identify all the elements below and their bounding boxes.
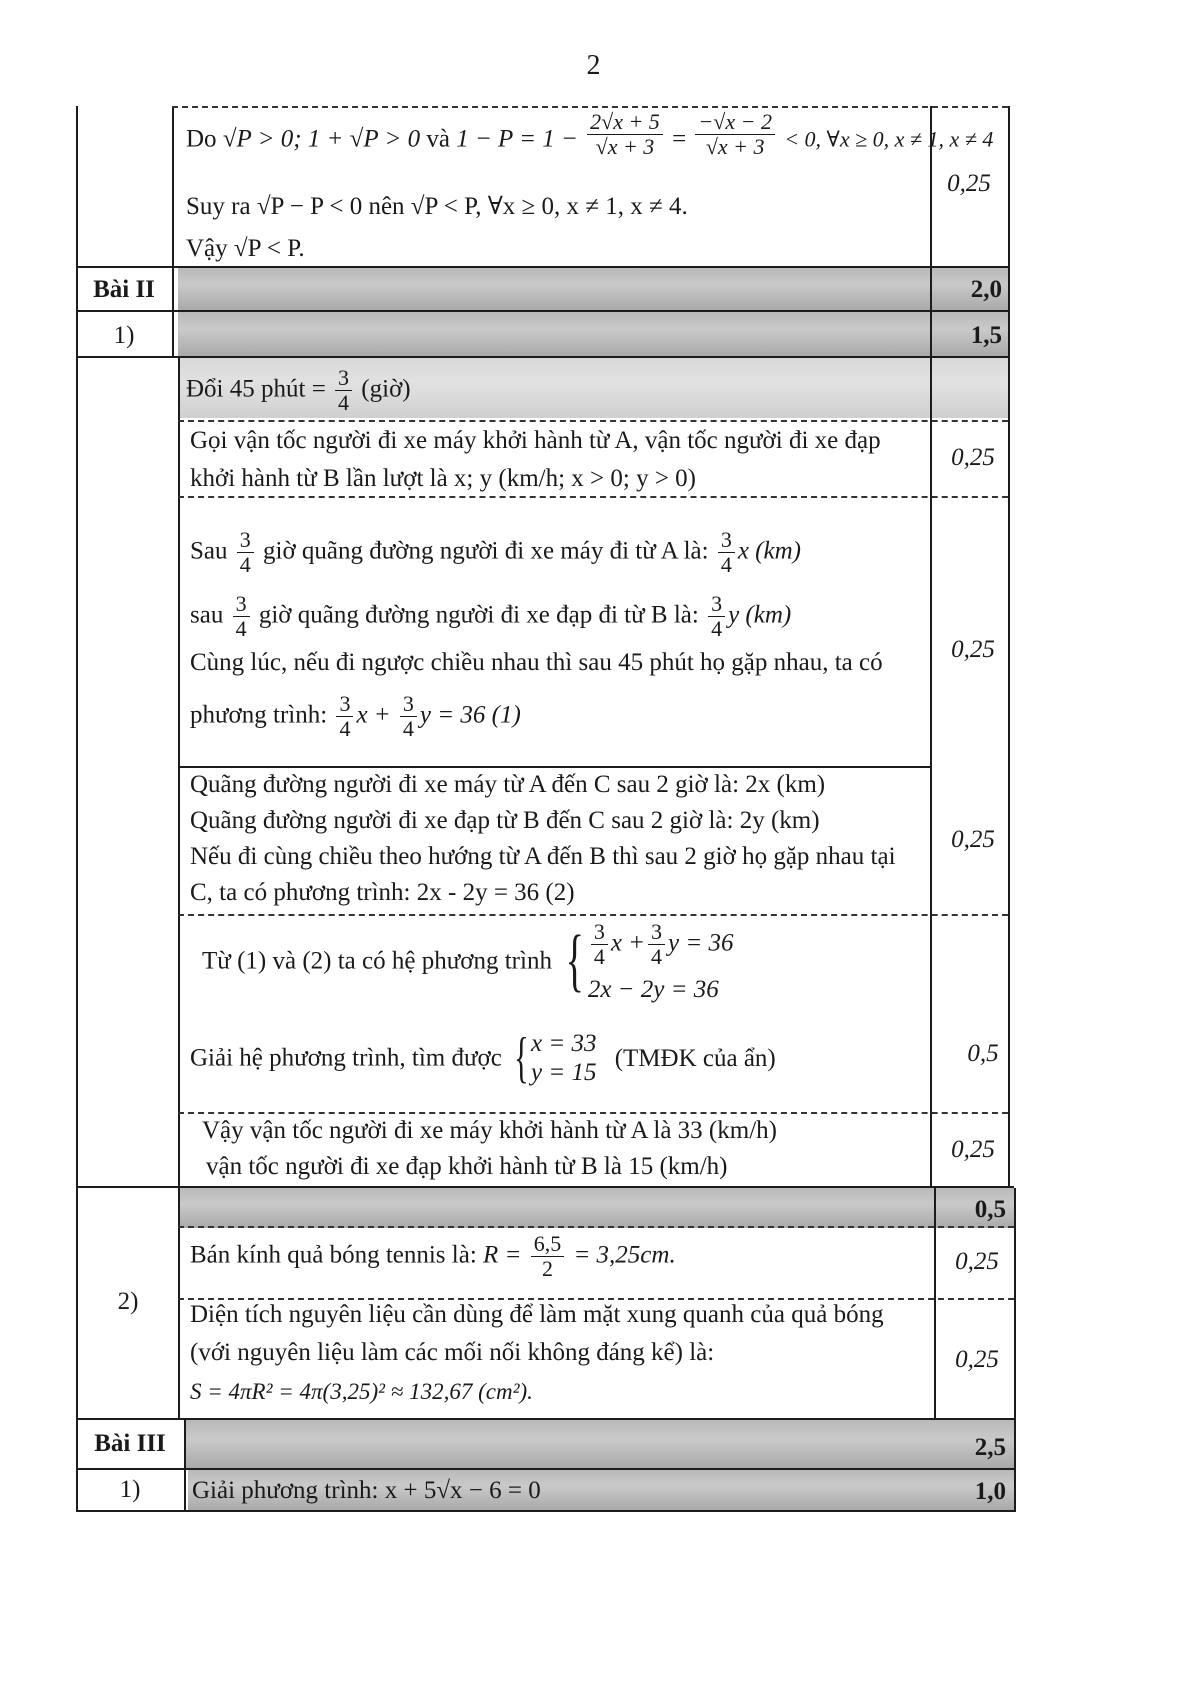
ban-kinh-score: 0,25	[955, 1248, 999, 1275]
equation-system: { $\frac{3}{4}$ x + $\frac{3}{4}$ y = 36 2x − 2y = 36	[565, 919, 734, 1004]
vay-line-1: Vậy vận tốc người đi xe máy khởi hành từ A là 33 (km/h)	[202, 1117, 777, 1144]
fraction-1: $\frac{2√x + 5}{√x + 3}$	[587, 110, 663, 159]
positivity-condition: √P > 0; 1 + √P > 0	[222, 125, 421, 153]
bai2-total: 2,0	[970, 276, 1002, 303]
dien-tich-line-2: (với nguyên liệu làm các mối nối không đáng kể) là:	[190, 1339, 715, 1366]
goi-line-1: Gọi vận tốc người đi xe máy khởi hành từ A, vận tốc người đi xe đạp	[190, 427, 881, 454]
bai3-total: 2,5	[974, 1434, 1006, 1461]
bai2-q2-header-band	[180, 1188, 1015, 1228]
dien-tich-line-3: S = 4πR² = 4π(3,25)² ≈ 132,67 (cm²).	[190, 1379, 533, 1404]
inequality-condition: < 0, ∀x ≥ 0, x ≠ 1, x ≠ 4	[784, 126, 994, 152]
quang-duong-line-4: C, ta có phương trình: 2x - 2y = 36 (2)	[190, 879, 575, 906]
part1-score: 0,25	[947, 170, 991, 197]
goi-score: 0,25	[951, 444, 995, 471]
sau-score: 0,25	[951, 636, 995, 663]
fraction-2: $\frac{-√x - 2}{√x + 3}$	[695, 110, 775, 159]
vay-score: 0,25	[951, 1136, 995, 1163]
bai2-q2-total: 0,5	[974, 1196, 1006, 1223]
left-brace-icon: {	[565, 922, 585, 1000]
bai2-header-band	[178, 268, 1010, 310]
giai-he: Giải hệ phương trình, tìm được { x = 33 y = 15 (TMĐK của ẩn)	[190, 1027, 776, 1089]
cung-luc-line: Cùng lúc, nếu đi ngược chiều nhau thì sau 45 phút họ gặp nhau, ta có	[190, 649, 883, 676]
sau-line-1: Sau $\frac{3}{4}$ giờ quãng đường người đi xe máy đi từ A là: $\frac{3}{4}$ x (km)	[190, 527, 801, 578]
dien-tich-line-1: Diện tích nguyên liệu cần dùng để làm mặt xung quanh của quả bóng	[190, 1301, 884, 1328]
va-word: và	[426, 125, 450, 153]
bai2-q1-total: 1,5	[970, 322, 1002, 349]
bai3-header-band	[185, 1420, 1015, 1468]
sau-line-2: sau $\frac{3}{4}$ giờ quãng đường người đi xe đạp đi từ B là: $\frac{3}{4}$ y (km)	[190, 591, 792, 642]
part1-line1	[186, 109, 994, 160]
quang-duong-line-3: Nếu đi cùng chiều theo hướng từ A đến B thì sau 2 giờ họ gặp nhau tại	[190, 843, 896, 870]
dien-tich-score: 0,25	[955, 1346, 999, 1373]
solution-system: { x = 33 y = 15	[514, 1027, 597, 1089]
part1-line3: Vậy √P < P.	[186, 235, 305, 262]
page-number: 2	[586, 50, 601, 81]
he-phuong-trinh: Từ (1) và (2) ta có hệ phương trình { $\frac{3}{4}$ x + $\frac{3}{4}$ y = 36 2x − 2y = 36	[202, 919, 734, 1004]
vay-line-2: vận tốc người đi xe đạp khởi hành từ B là 15 (km/h)	[206, 1153, 728, 1180]
ban-kinh-line: Bán kính quả bóng tennis là: R = $\frac{6,5}{2}$ = 3,25cm.	[190, 1231, 676, 1282]
bai2-q1-header-band	[178, 312, 1010, 356]
quang-duong-line-2: Quãng đường người đi xe đạp từ B đến C sau 2 giờ là: 2y (km)	[190, 807, 820, 834]
bai2-q1-label: 1)	[113, 322, 135, 349]
do-word: Do	[186, 125, 217, 153]
one-minus-p: 1 − P = 1 −	[456, 125, 578, 153]
quang-duong-line-1: Quãng đường người đi xe máy từ A đến C sau 2 giờ là: 2x (km)	[190, 771, 826, 798]
part1-line2: Suy ra √P − P < 0 nên √P < P, ∀x ≥ 0, x ≠ 1, x ≠ 4.	[186, 193, 688, 220]
doi-45-phut: Đổi 45 phút = $\frac{3}{4}$ (giờ)	[186, 365, 411, 416]
bai2-q2-label: 2)	[117, 1288, 139, 1315]
phuong-trinh-1: phương trình: $\frac{3}{4}$ x + $\frac{3}{4}$ y = 36 (1)	[190, 691, 521, 742]
bai3-label: Bài III	[94, 1430, 166, 1457]
equals-sign: =	[672, 125, 687, 153]
goi-line-2: khởi hành từ B lần lượt là x; y (km/h; x > 0; y > 0)	[190, 465, 697, 492]
bai3-q1-text: Giải phương trình: x + 5√x − 6 = 0	[192, 1477, 541, 1504]
he-score: 0,5	[967, 1040, 999, 1067]
bai3-q1-total: 1,0	[974, 1478, 1006, 1505]
bai3-q1-label: 1)	[119, 1476, 141, 1503]
left-brace-icon: {	[514, 1027, 529, 1089]
quang-duong-score: 0,25	[951, 826, 995, 853]
bai2-label: Bài II	[93, 276, 155, 303]
